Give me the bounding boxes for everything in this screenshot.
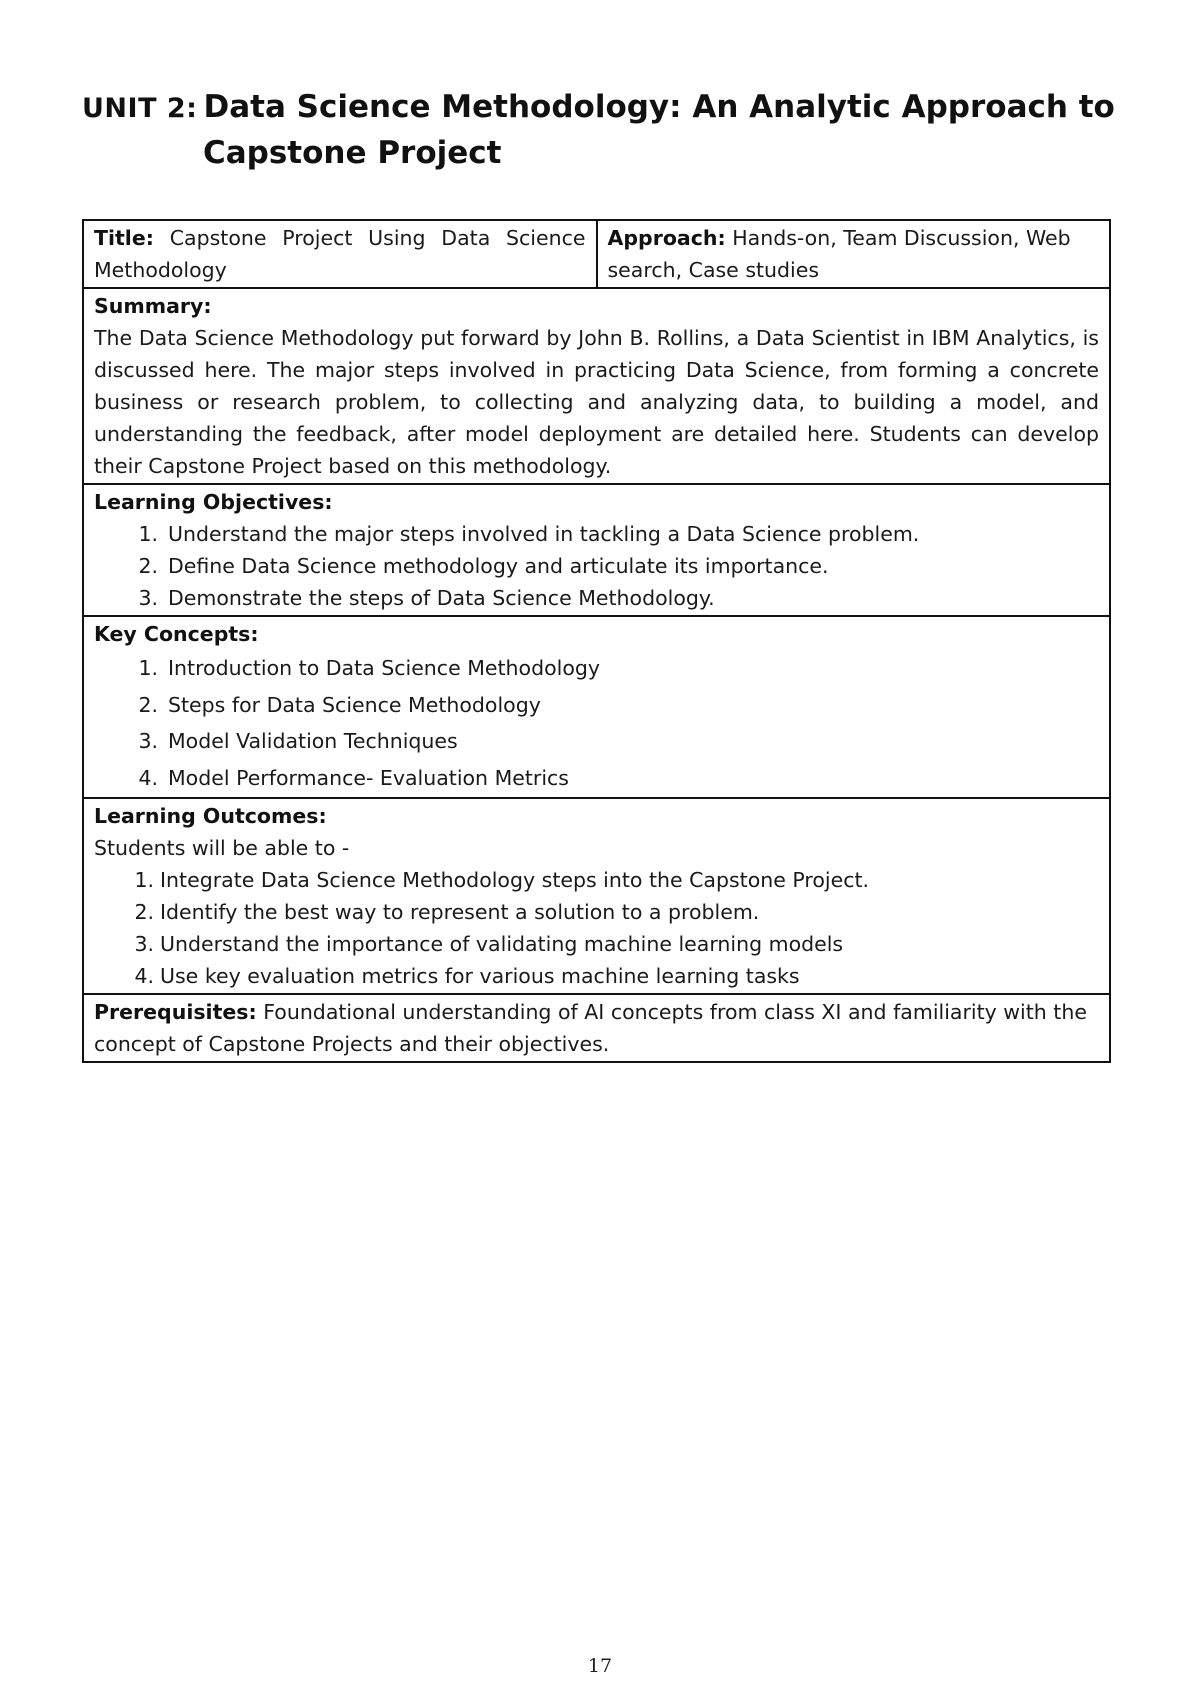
list-item xyxy=(94,864,1099,896)
list-item-number: 1. xyxy=(134,868,154,892)
approach-value: Hands-on, Team Discussion, Web search, Case studies xyxy=(607,226,1071,282)
list-item-text: Steps for Data Science Methodology xyxy=(168,692,541,717)
list-item xyxy=(94,582,1099,614)
learning-outcomes-list xyxy=(94,864,1099,992)
list-item-text: Model Performance- Evaluation Metrics xyxy=(168,765,569,790)
learning-outcomes-cell xyxy=(83,798,1110,994)
list-item xyxy=(94,760,1099,797)
list-item xyxy=(94,896,1099,928)
title-approach-row xyxy=(83,220,1110,288)
learning-objectives-list xyxy=(94,518,1099,614)
learning-outcomes-label: Learning Outcomes: xyxy=(94,804,327,828)
summary-row xyxy=(83,288,1110,484)
key-concepts-label: Key Concepts: xyxy=(94,622,259,646)
key-concepts-row xyxy=(83,616,1110,798)
prerequisites-label: Prerequisites: xyxy=(94,1000,257,1024)
summary-label: Summary: xyxy=(94,294,212,318)
list-item xyxy=(94,960,1099,992)
learning-outcomes-intro: Students will be able to - xyxy=(94,836,350,860)
prerequisites-cell xyxy=(83,994,1110,1062)
learning-outcomes-row xyxy=(83,798,1110,994)
learning-objectives-row xyxy=(83,484,1110,616)
unit-overview-table xyxy=(82,219,1111,1063)
list-item xyxy=(94,518,1099,550)
list-item-number: 2. xyxy=(134,900,154,924)
summary-cell xyxy=(83,288,1110,484)
list-item-number: 3. xyxy=(138,586,158,610)
list-item xyxy=(94,650,1099,687)
title-label: Title: xyxy=(94,226,154,250)
list-item-text: Model Validation Techniques xyxy=(168,729,458,753)
list-item-text: Introduction to Data Science Methodology xyxy=(168,656,601,680)
key-concepts-list xyxy=(94,650,1099,796)
learning-objectives-label: Learning Objectives: xyxy=(94,490,333,514)
list-item-text: Demonstrate the steps of Data Science Methodology. xyxy=(168,586,715,610)
unit-label: UNIT 2: xyxy=(82,93,198,124)
list-item-number: 2. xyxy=(138,554,158,578)
list-item-text: Understand the major steps involved in tackling a Data Science problem. xyxy=(168,522,920,546)
list-item-number: 2. xyxy=(138,692,158,717)
unit-title-line-2: Capstone Project xyxy=(203,135,502,171)
approach-cell xyxy=(597,220,1111,288)
summary-text: The Data Science Methodology put forward by John B. Rollins, a Data Scientist in IBM Analytics, is discussed here. The major steps involved in practicing Data Science, from forming a concrete business or research problem, to collecting and analyzing data, to building a model, and understanding the feedback, after model deployment are detailed here. Students can develop their Capstone Project based on this methodology. xyxy=(94,326,1099,478)
list-item-number: 4. xyxy=(138,765,158,790)
list-item xyxy=(94,928,1099,960)
list-item-number: 1. xyxy=(138,522,158,546)
title-value: Capstone Project Using Data Science Methodology xyxy=(94,226,586,282)
list-item-text: Integrate Data Science Methodology steps into the Capstone Project. xyxy=(160,868,870,892)
list-item-text: Use key evaluation metrics for various machine learning tasks xyxy=(160,964,800,988)
list-item-text: Understand the importance of validating machine learning models xyxy=(160,932,844,956)
list-item-text: Define Data Science methodology and articulate its importance. xyxy=(168,554,829,578)
prerequisites-text: Foundational understanding of AI concepts from class XI and familiarity with the concept of Capstone Projects and their objectives. xyxy=(94,1000,1087,1056)
key-concepts-cell xyxy=(83,616,1110,798)
list-item-number: 3. xyxy=(134,932,154,956)
prerequisites-row xyxy=(83,994,1110,1062)
list-item-text: Identify the best way to represent a solution to a problem. xyxy=(160,900,760,924)
approach-label: Approach: xyxy=(607,226,726,250)
learning-objectives-cell xyxy=(83,484,1110,616)
list-item-number: 1. xyxy=(138,656,158,680)
list-item-number: 3. xyxy=(138,729,158,753)
page-title-line-1 xyxy=(82,84,1122,130)
page-number: 17 xyxy=(587,1655,613,1677)
page-title xyxy=(82,84,1122,176)
list-item xyxy=(94,687,1099,724)
list-item xyxy=(94,723,1099,760)
unit-title-line-1: Data Science Methodology: An Analytic Approach to xyxy=(203,89,1115,125)
title-cell xyxy=(83,220,597,288)
list-item xyxy=(94,550,1099,582)
list-item-number: 4. xyxy=(134,964,154,988)
